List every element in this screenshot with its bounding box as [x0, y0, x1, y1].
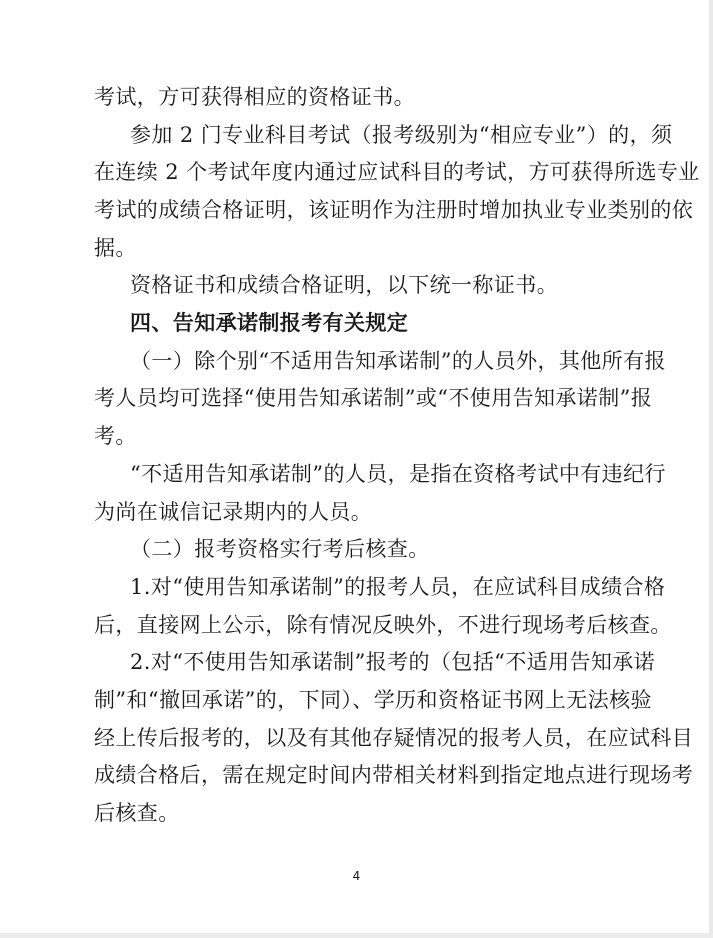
text-line: 考试，方可获得相应的资格证书。: [94, 85, 415, 109]
text-line: 制”和“撤回承诺”的，下同）、学历和资格证书网上无法核验: [94, 688, 652, 712]
text-line: 考人员均可选择“使用告知承诺制”或“不使用告知承诺制”报: [94, 386, 653, 410]
text-line: 后核查。: [94, 801, 180, 825]
text-line: 1.对“使用告知承诺制”的报考人员，在应试科目成绩合格: [130, 575, 666, 599]
text-line: （二）报考资格实行考后核查。: [130, 537, 430, 561]
page-edge: [0, 933, 713, 938]
section-heading: 四、告知承诺制报考有关规定: [130, 310, 409, 335]
text-line: 在连续 2 个考试年度内通过应试科目的考试，方可获得所选专业: [94, 160, 700, 184]
text-line: 成绩合格后，需在规定时间内带相关材料到指定地点进行现场考: [94, 763, 694, 787]
text-line: “不适用告知承诺制”的人员，是指在资格考试中有违纪行: [130, 462, 666, 486]
page-edge: [709, 0, 713, 938]
text-line: 资格证书和成绩合格证明，以下统一称证书。: [130, 273, 558, 297]
text-line: 考试的成绩合格证明，该证明作为注册时增加执业专业类别的依: [94, 198, 694, 222]
text-line: 参加 2 门专业科目考试（报考级别为“相应专业”）的，须: [130, 123, 673, 147]
text-line: 后，直接网上公示，除有情况反映外，不进行现场考后核查。: [94, 613, 672, 637]
page-number: 4: [352, 869, 361, 883]
text-line: （一）除个别“不适用告知承诺制”的人员外，其他所有报: [130, 349, 666, 373]
text-line: 经上传后报考的，以及有其他存疑情况的报考人员，在应试科目: [94, 726, 694, 750]
text-line: 据。: [94, 236, 137, 260]
text-line: 考。: [94, 424, 137, 448]
text-line: 为尚在诚信记录期内的人员。: [94, 500, 373, 524]
text-line: 2.对“不使用告知承诺制”报考的（包括“不适用告知承诺: [130, 650, 656, 674]
